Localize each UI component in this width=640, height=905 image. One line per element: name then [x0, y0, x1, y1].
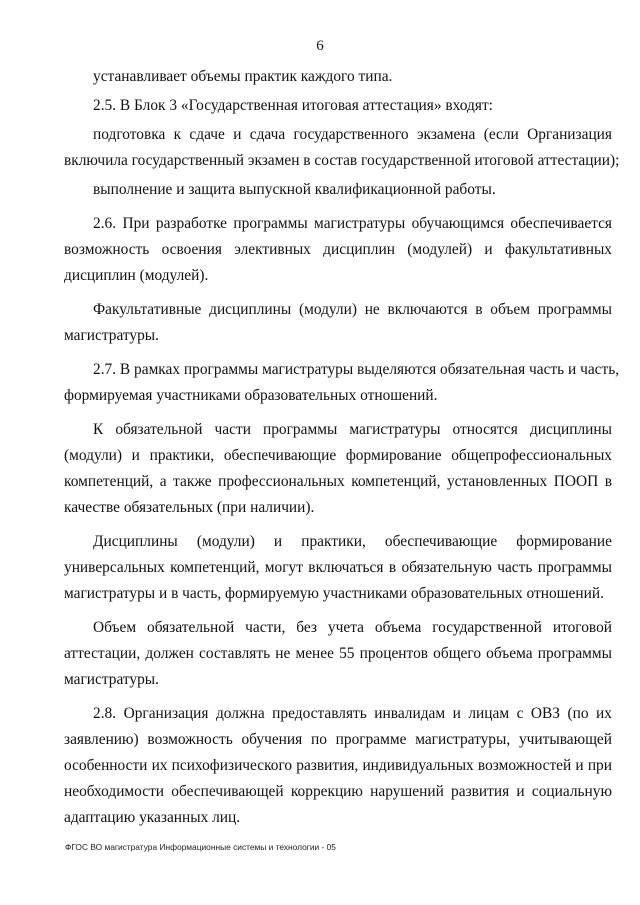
text-line: необходимости обеспечивающей коррекцию нарушений развития и социальную — [64, 783, 612, 800]
text-line: Дисциплины (модули) и практики, обеспечивающие формирование — [93, 533, 612, 550]
text-line: качестве обязательных (при наличии). — [64, 499, 315, 516]
text-line: магистратуры и в часть, формируемую участниками образовательных отношений. — [64, 585, 604, 602]
page-number: 6 — [316, 38, 324, 54]
text-line: аттестации, должен составлять не менее 55 процентов общего объема программы — [64, 645, 612, 662]
text-line: особенности их психофизического развития, индивидуальных возможностей и при — [64, 757, 612, 774]
paragraph — [64, 357, 620, 409]
text-line: Факультативные дисциплины (модули) не включаются в объем программы — [93, 301, 612, 318]
text-line: подготовка к сдаче и сдача государственного экзамена (если Организация — [93, 126, 612, 143]
footer-text: ФГОС ВО магистратура Информационные системы и технологии - 05 — [65, 842, 336, 852]
paragraph — [64, 529, 612, 607]
text-line: универсальных компетенций, могут включаться в обязательную часть программы — [64, 559, 612, 576]
text-line: 2.8. Организация должна предоставлять инвалидам и лицам с ОВЗ (по их — [93, 705, 612, 722]
paragraph — [64, 211, 612, 289]
paragraph — [64, 701, 612, 831]
text-line: компетенций, а также профессиональных компетенций, установленных ПООП в — [64, 473, 612, 490]
text-line: включила государственный экзамен в состав государственной итоговой аттестации); — [64, 152, 620, 169]
paragraph — [64, 297, 612, 349]
text-line: дисциплин (модулей). — [64, 267, 209, 284]
text-line: выполнение и защита выпускной квалификационной работы. — [93, 181, 496, 198]
paragraph — [64, 64, 612, 90]
text-line: магистратуры. — [64, 327, 159, 344]
text-line: устанавливает объемы практик каждого типа. — [93, 68, 393, 85]
text-line: 2.7. В рамках программы магистратуры выделяются обязательная часть и часть, — [93, 361, 620, 378]
text-line: (модули) и практики, обеспечивающие формирование общепрофессиональных — [64, 447, 612, 464]
text-line: заявлению) возможность обучения по программе магистратуры, учитывающей — [64, 731, 612, 748]
paragraph — [64, 615, 612, 693]
text-line: 2.6. При разработке программы магистратуры обучающимся обеспечивается — [93, 215, 612, 232]
paragraph — [64, 93, 612, 119]
text-line: магистратуры. — [64, 671, 159, 688]
text-line: формируемая участниками образовательных отношений. — [64, 387, 438, 404]
paragraph — [64, 122, 620, 174]
paragraph — [64, 417, 612, 521]
text-line: возможность освоения элективных дисциплин (модулей) и факультативных — [64, 241, 612, 258]
text-line: Объем обязательной части, без учета объема государственной итоговой — [93, 619, 612, 636]
text-line: 2.5. В Блок 3 «Государственная итоговая аттестация» входят: — [93, 97, 493, 114]
text-line: адаптацию указанных лиц. — [64, 809, 241, 826]
document-body — [64, 64, 620, 831]
text-line: К обязательной части программы магистратуры относятся дисциплины — [93, 421, 612, 438]
paragraph — [64, 177, 612, 203]
